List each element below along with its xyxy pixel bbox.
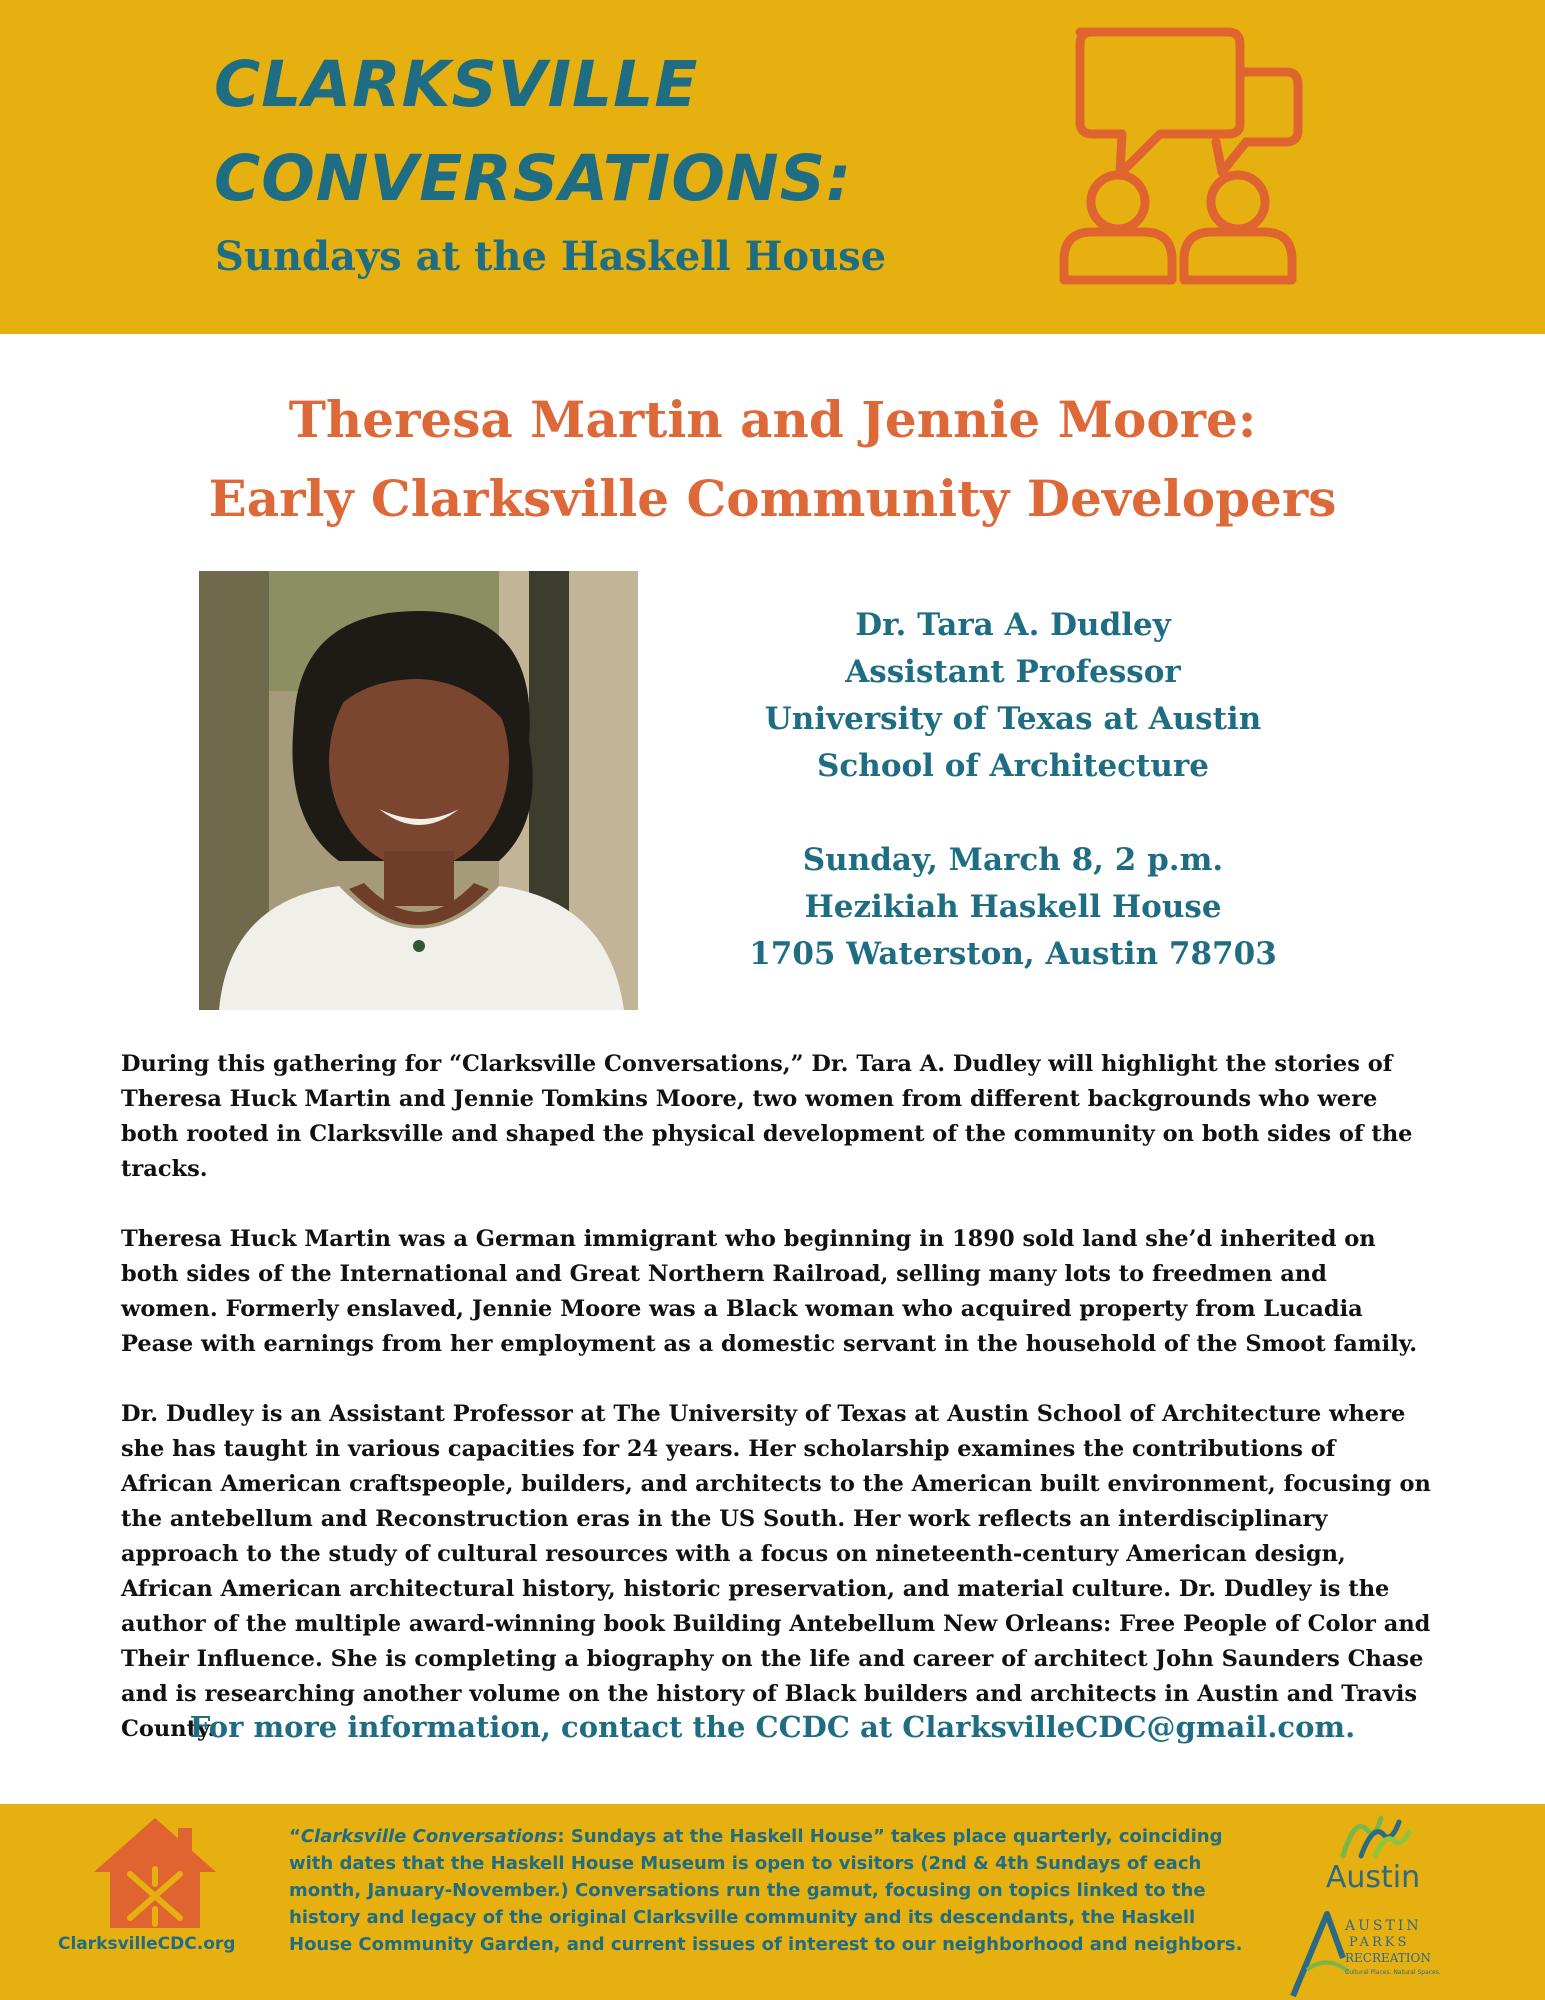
series-subtitle: Sundays at the Haskell House xyxy=(215,233,887,280)
event-date-time: Sunday, March 8, 2 p.m. xyxy=(802,842,1224,878)
parks-logo-line1: AUSTIN xyxy=(1345,1918,1422,1934)
austin-city-logo-icon xyxy=(1315,1810,1435,1862)
description-paragraph-3: Dr. Dudley is an Assistant Professor at The University of Texas at Austin School of Architecture where she has taught in various capacities for 24 years. Her scholarship examines the contributions of African American craftspeople, builders, and architects to the American built environment, focusing on the antebellum and Reconstruction eras in the US South. Her work reflects an interdisciplinary approach to the study of cultural resources with a focus on nineteenth-century American design, African American architectural history, historic preservation, and material culture. Dr. Dudley is the author of the multiple award-winning book Building Antebellum New Orleans: Free People of Color and Their Influence. She is completing a biography on the life and career of architect John Saunders Chase and is researching another volume on the history of Black builders and architects in Austin and Travis County. xyxy=(121,1401,1431,1742)
event-address: 1705 Waterston, Austin 78703 xyxy=(749,936,1277,972)
speaker-institution: University of Texas at Austin xyxy=(764,701,1262,737)
contact-line: For more information, contact the CCDC at ClarksvilleCDC@gmail.com. xyxy=(189,1710,1356,1744)
series-title-line2: CONVERSATIONS: xyxy=(214,142,853,215)
event-description xyxy=(121,1047,1431,1782)
speaker-portrait-image xyxy=(199,571,638,1010)
speaker-role: Assistant Professor xyxy=(845,654,1181,690)
event-title-line1: Theresa Martin and Jennie Moore: xyxy=(288,390,1257,449)
event-venue: Hezikiah Haskell House xyxy=(804,889,1222,925)
ccdc-website: ClarksvilleCDC.org xyxy=(58,1934,236,1954)
austin-wordmark: Austin xyxy=(1325,1860,1421,1895)
speaker-details xyxy=(713,602,1313,978)
series-title-line1: CLARKSVILLE xyxy=(214,48,699,121)
series-title xyxy=(214,38,852,226)
speaker-photo xyxy=(199,571,638,1010)
speaker-name: Dr. Tara A. Dudley xyxy=(855,607,1171,643)
blurb-body: : Sundays at the Haskell House” takes place quarterly, coinciding with dates that the Haskell House Museum is open to visitors (2nd & 4th Sundays of each month, January-November.) Conversations run the gamut, focusing on topics linked to the history and legacy of the original Clarksville community and its descendants, the Haskell House Community Garden, and current issues of interest to our neighborhood and neighbors. xyxy=(289,1826,1243,1955)
speech-bubbles-people-icon xyxy=(1050,22,1310,292)
parks-logo-line3: RECREATION xyxy=(1345,1951,1431,1965)
series-blurb xyxy=(289,1823,1249,1958)
description-paragraph-2: Theresa Huck Martin was a German immigrant who beginning in 1890 sold land she’d inherited on both sides of the International and Great Northern Railroad, selling many lots to freedmen and women. Formerly enslaved, Jennie Moore was a Black woman who acquired property from Lucadia Pease with earnings from her employment as a domestic servant in the household of the Smoot family. xyxy=(121,1226,1418,1357)
footer-banner xyxy=(0,1804,1545,2000)
parks-logo-line2: PARKS xyxy=(1349,1935,1410,1950)
event-title-line2: Early Clarksville Community Developers xyxy=(208,469,1337,528)
description-paragraph-1: During this gathering for “Clarksville Conversations,” Dr. Tara A. Dudley will highlight the stories of Theresa Huck Martin and Jennie Tomkins Moore, two women from different backgrounds who were both rooted in Clarksville and shaped the physical development of the community on both sides of the tracks. xyxy=(121,1051,1413,1182)
event-title xyxy=(0,380,1545,538)
blurb-open-quote: “ xyxy=(289,1826,301,1847)
speaker-school: School of Architecture xyxy=(817,748,1209,784)
header-banner xyxy=(0,0,1545,334)
austin-parks-recreation-logo-icon xyxy=(1283,1910,1453,1998)
blurb-series-name: Clarksville Conversations xyxy=(300,1826,558,1847)
ccdc-house-logo-icon xyxy=(90,1814,220,1932)
parks-logo-tagline: Cultural Places. Natural Spaces. xyxy=(1345,1969,1441,1976)
spacer xyxy=(713,790,1313,837)
